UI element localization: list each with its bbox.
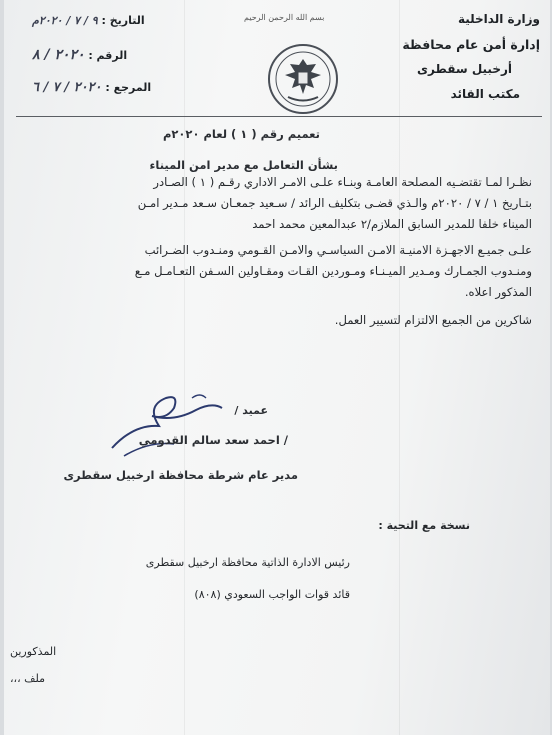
province-name: أرخبيل سقطرى — [417, 62, 512, 76]
directorate-name: إدارة أمن عام محافظة — [402, 37, 540, 52]
header-divider — [16, 116, 542, 117]
handwritten-signature — [104, 386, 234, 466]
copies-item: المذكورين — [10, 645, 57, 658]
date-value: ٩ / ٧ / ٢٠٢٠م — [32, 14, 98, 27]
number-field: الرقم : ٢٠٢٠ / ٨ — [32, 47, 128, 63]
body-line: نظـرا لمـا تقتضـيه المصلحة العامـة وبنـاء علـى الامـر الاداري رقـم ( ١ ) الصـادر — [153, 175, 532, 189]
reference-value: ٢٠٢٠ / ٧ / ٦ — [32, 80, 102, 95]
circular-subject: بشأن التعامل مع مدير امن الميناء — [149, 158, 338, 172]
date-label: التاريخ — [109, 14, 145, 27]
signatory-rank: عميد / — [234, 404, 268, 417]
copies-item: رئيس الادارة الذاتية محافظة ارخبيل سقطرى — [145, 556, 350, 569]
document-page — [4, 0, 550, 735]
emblem-seal — [266, 42, 340, 116]
ministry-name: وزارة الداخلية — [457, 12, 540, 26]
copies-item: ملف ،،، — [10, 672, 46, 685]
fold-crease — [399, 0, 400, 735]
body-line: علـى جميـع الاجهـزة الامنيـة الامـن السياسـي والامـن القـومي ومنـدوب الضـرائب — [144, 243, 532, 257]
body-line: المذكور اعلاه. — [464, 285, 532, 299]
number-value: ٢٠٢٠ / ٨ — [32, 47, 85, 63]
signatory-name: / احمد سعد سالم القدومي — [138, 433, 288, 447]
basmala: بسم الله الرحمن الرحيم — [244, 13, 325, 22]
closing-line: شاكرين من الجميع الالتزام لتسيير العمل. — [334, 313, 532, 327]
circular-title: تعميم رقم ( ١ ) لعام ٢٠٢٠م — [162, 127, 320, 141]
number-label: الرقم — [96, 49, 128, 62]
body-line: الميناء خلفا للمدير السابق الملازم/٢ عبدالمعين محمد احمد — [252, 217, 532, 231]
reference-field: المرجع : ٢٠٢٠ / ٧ / ٦ — [32, 80, 152, 95]
copies-item: قائد قوات الواجب السعودي (٨٠٨) — [194, 588, 350, 601]
reference-label: المرجع — [113, 81, 152, 94]
signatory-position: مدير عام شرطة محافظة ارخبيل سقطرى — [63, 468, 298, 482]
copies-heading: نسخة مع التحية : — [378, 519, 470, 532]
office-name: مكتب القائد — [450, 87, 520, 101]
body-line: بتـاريخ ١ / ٧ / ٢٠٢٠م والـذي قضـى بتكليف الرائد / سـعيد جمعـان سـعد مـدير امـن — [137, 196, 532, 210]
fold-crease — [184, 0, 185, 735]
date-field: التاريخ : ٩ / ٧ / ٢٠٢٠م — [32, 14, 145, 27]
body-line: ومنـدوب الجمـارك ومـدير الميـنـاء ومـوردين القـات ومقـاولين السـفن التعـامـل مـع — [134, 264, 532, 278]
